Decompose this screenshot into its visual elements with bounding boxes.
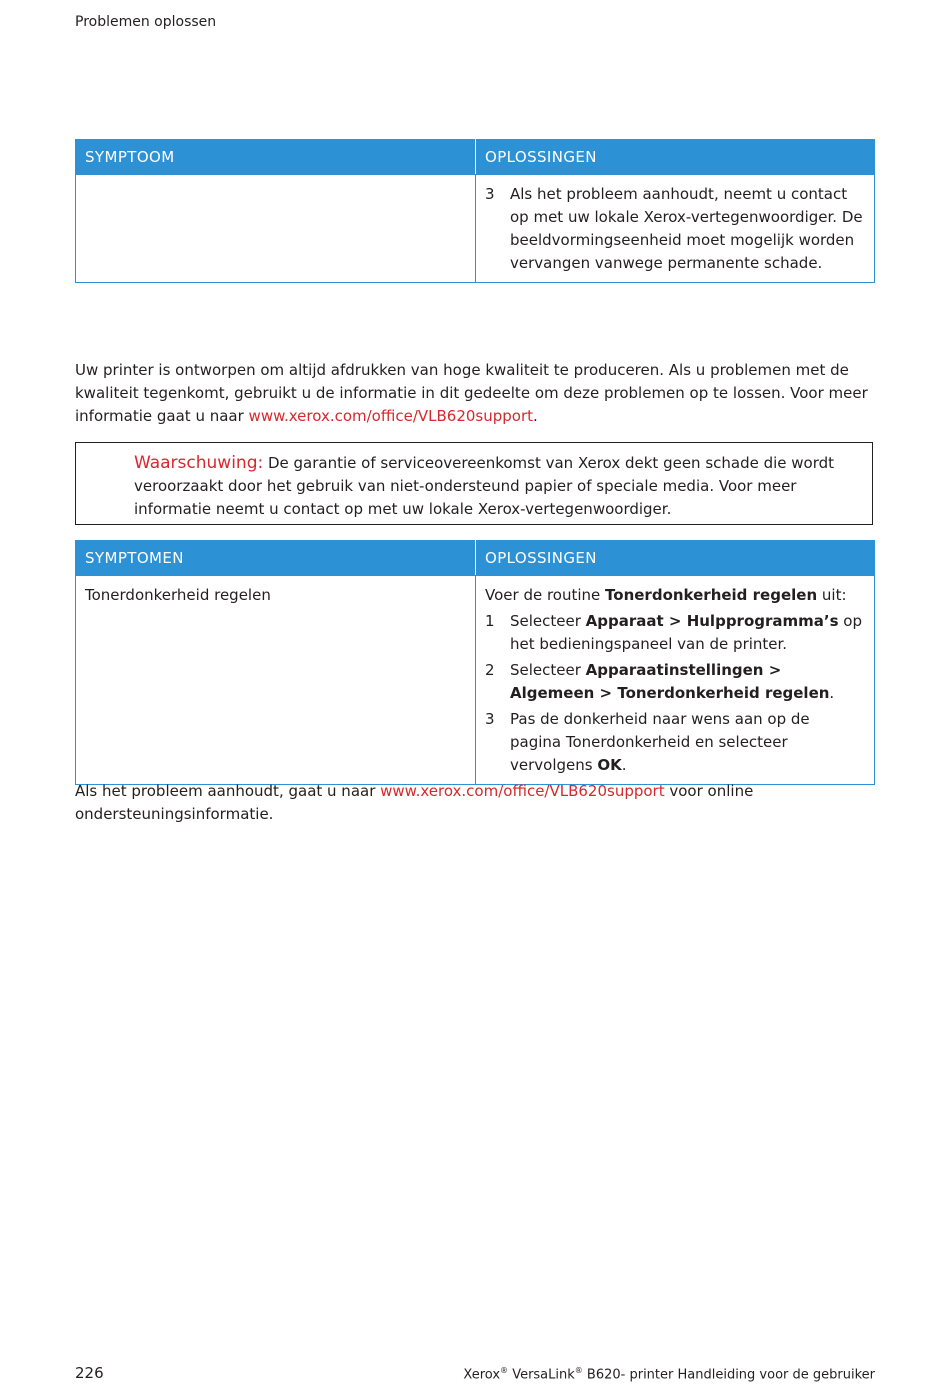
intro-end: . xyxy=(533,407,538,425)
menu-path: Apparaatinstellingen > Algemeen > Tonerdonkerheid regelen xyxy=(510,661,830,702)
page-number: 226 xyxy=(75,1364,104,1382)
column-header-symptom: SYMPTOOM xyxy=(76,140,476,175)
menu-path: Apparaat > Hulpprogramma’s xyxy=(585,612,839,630)
step-text xyxy=(510,708,865,777)
table-row xyxy=(76,576,875,785)
warning-text: De garantie of serviceovereenkomst van Xerox dekt geen schade die wordt veroorzaakt door het gebruik van niet-ondersteund papier of speciale media. Voor meer informatie neemt u contact op met uw lokale Xerox-vertegenwoordiger. xyxy=(134,454,835,518)
symptom-cell xyxy=(76,175,476,283)
intro-text: Uw printer is ontworpen om altijd afdrukken van hoge kwaliteit te produceren. Als u problemen met de kwaliteit tegenkomt, gebruikt u de informatie in dit gedeelte om deze problemen op te lossen. Voor meer informatie gaat u naar xyxy=(75,361,868,425)
solution-step xyxy=(485,708,865,777)
warning-box xyxy=(75,442,873,525)
solution-cell xyxy=(476,175,875,283)
outro-pre: Als het probleem aanhoudt, gaat u naar xyxy=(75,782,381,800)
intro-pre: Voer de routine xyxy=(485,586,606,604)
solution-cell xyxy=(476,576,875,785)
step-post: op het bedieningspaneel van de printer. xyxy=(510,612,862,653)
outro-paragraph xyxy=(75,780,775,826)
routine-name: Tonerdonkerheid regelen xyxy=(605,586,818,604)
guide-title: B620- printer Handleiding voor de gebruiker xyxy=(582,1367,875,1383)
step-number: 1 xyxy=(485,612,495,630)
warning-content xyxy=(134,452,854,521)
footer-title xyxy=(463,1366,875,1382)
step-number: 3 xyxy=(485,710,495,728)
product-name: VersaLink xyxy=(512,1367,575,1383)
intro-post: uit: xyxy=(817,586,847,604)
running-header: Problemen oplossen xyxy=(75,14,217,30)
solution-step xyxy=(485,183,865,275)
solution-step xyxy=(485,659,865,705)
registered-mark: ® xyxy=(574,1366,583,1375)
warning-label: Waarschuwing: xyxy=(134,453,264,473)
ok-label: OK xyxy=(597,756,622,774)
step-text: Als het probleem aanhoudt, neemt u contact op met uw lokale Xerox-vertegenwoordiger. De beeldvormingseenheid moet mogelijk worden vervangen vanwege permanente schade. xyxy=(510,185,863,272)
solution-intro xyxy=(485,584,865,607)
brand: Xerox xyxy=(463,1367,501,1383)
step-number: 2 xyxy=(485,661,495,679)
solution-step xyxy=(485,610,865,656)
support-link[interactable]: www.xerox.com/office/VLB620support xyxy=(380,782,665,800)
step-post: . xyxy=(829,684,835,702)
step-text xyxy=(510,659,865,705)
step-post: . xyxy=(621,756,627,774)
column-header-solutions: OPLOSSINGEN xyxy=(476,140,875,175)
step-text xyxy=(510,610,865,656)
table-header-row xyxy=(76,140,875,175)
table-row xyxy=(76,175,875,283)
symptoms-table xyxy=(75,540,875,785)
step-pre: Pas de donkerheid naar wens aan op de pagina Tonerdonkerheid en selecteer vervolgens xyxy=(510,710,810,774)
step-pre: Selecteer xyxy=(510,612,586,630)
symptom-cell: Tonerdonkerheid regelen xyxy=(76,576,476,785)
step-number: 3 xyxy=(485,185,495,203)
intro-paragraph xyxy=(75,359,880,428)
step-pre: Selecteer xyxy=(510,661,586,679)
table-header-row xyxy=(76,541,875,576)
registered-mark: ® xyxy=(500,1366,509,1375)
symptom-table-continued xyxy=(75,139,875,283)
column-header-solutions: OPLOSSINGEN xyxy=(476,541,875,576)
support-link[interactable]: www.xerox.com/office/VLB620support xyxy=(248,407,534,425)
outro-post: voor online ondersteuningsinformatie. xyxy=(75,782,754,823)
column-header-symptoms: SYMPTOMEN xyxy=(76,541,476,576)
